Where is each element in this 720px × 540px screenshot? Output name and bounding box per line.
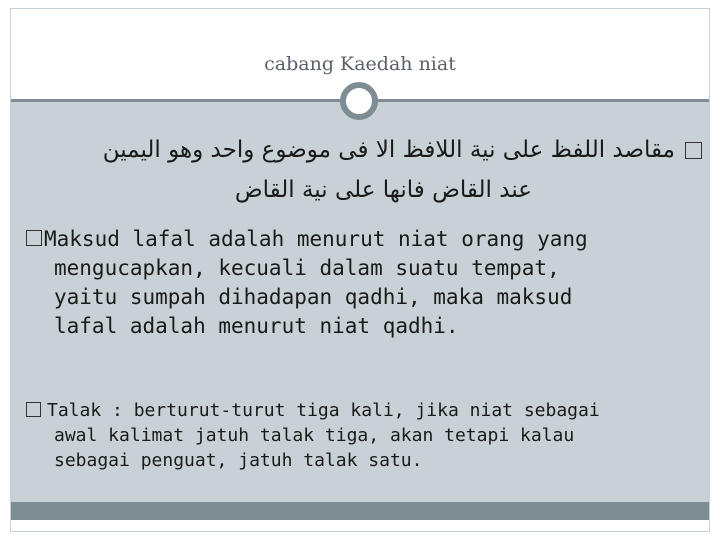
square-bullet-icon <box>26 402 41 417</box>
paragraph-maksud-line-3: yaitu sumpah dihadapan qadhi, maka maksud <box>54 285 573 309</box>
paragraph-maksud-line-1-text: Maksud lafal adalah menurut niat orang yang <box>44 227 588 251</box>
arabic-line-1 <box>20 130 702 170</box>
paragraph-talak-line-1 <box>26 398 716 423</box>
square-bullet-icon <box>26 230 42 246</box>
arabic-text-block <box>20 130 702 210</box>
footer-bar <box>11 502 709 520</box>
slide-title: cabang Kaedah niat <box>264 53 456 75</box>
paragraph-talak-line-1-text: Talak : berturut-turut tiga kali, jika niat sebagai <box>47 400 600 421</box>
paragraph-talak <box>26 398 716 473</box>
square-bullet-icon <box>685 142 702 159</box>
paragraph-maksud <box>26 225 716 341</box>
paragraph-maksud-line-2: mengucapkan, kecuali dalam suatu tempat, <box>54 256 560 280</box>
paragraph-talak-line-2: awal kalimat jatuh talak tiga, akan tetapi kalau <box>54 425 575 446</box>
paragraph-maksud-line-4: lafal adalah menurut niat qadhi. <box>54 314 459 338</box>
ring-ornament <box>340 82 378 120</box>
arabic-line-2: عند القاض فانها على نية القاض <box>234 177 532 203</box>
paragraph-maksud-line-1 <box>26 225 716 254</box>
paragraph-talak-line-3: sebagai penguat, jatuh talak satu. <box>54 450 423 471</box>
arabic-line-1-text: مقاصد اللفظ على نية اللافظ الا فى موضوع واحد وهو اليمين <box>102 137 675 163</box>
